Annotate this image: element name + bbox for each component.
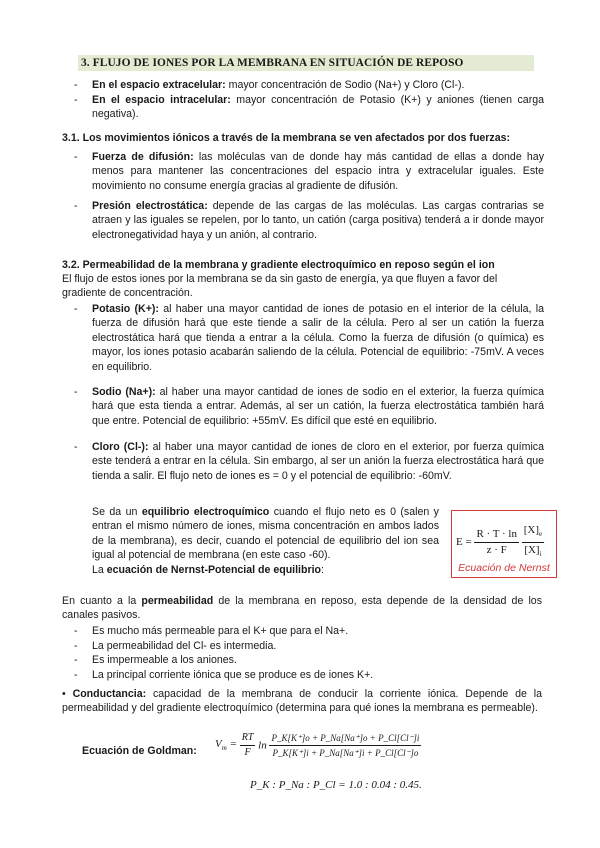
nernst-numerator: R · T · ln: [474, 527, 519, 542]
permeability-ratio: P_K : P_Na : P_Cl = 1.0 : 0.04 : 0.45.: [250, 779, 422, 791]
list-item: - Es mucho más permeable para el K+ que para el Na+.: [74, 625, 349, 637]
list-item: - En el espacio intracelular: mayor concentración de Potasio (K+) y aniones (tienen carga negativa).: [74, 94, 545, 121]
paragraph: En cuanto a la permeabilidad de la membrana en reposo, esta depende de la densidad de los canales pasivos.: [62, 595, 542, 622]
nernst-equation-box: [451, 510, 557, 578]
list-item: - Sodio (Na+): al haber una mayor cantidad de iones de sodio en el exterior, la fuerza química hará que esta tienda a entrar. Además, al ser un catión, la fuerza electrostática también hará que entre. Potencial de equilibrio: +55mV. Es difícil que esté en equilibrio.: [74, 386, 544, 427]
nernst-denominator: z · F: [486, 543, 507, 556]
nernst-lhs: E =: [456, 535, 472, 548]
subsection-heading: 3.1. Los movimientos iónicos a través de la membrana se ven afectados por dos fuerzas:: [62, 132, 511, 144]
paragraph: • Conductancia: capacidad de la membrana de conducir la corriente iónica. Depende de la permeabilidad y del gradiente electroquímico (determina para qué iones la membrana es permeable).: [62, 688, 542, 715]
goldman-label: Ecuación de Goldman:: [82, 745, 197, 757]
goldman-numerator: P_K[K⁺]o + P_Na[Na⁺]o + P_Cl[Cl⁻]i: [269, 731, 421, 746]
list-item: - Presión electrostática: depende de las cargas de las moléculas. Las cargas contrarias se atraen y las iguales se repelen, por lo tanto, un catión (carga positiva) tenderá a ir donde mayor electronegatividad haya y un anión, al contrario.: [74, 200, 545, 241]
list-item: - Fuerza de difusión: las moléculas van de donde hay más cantidad de ellas a donde hay menos para mantener las concentraciones del espacio intra y extracelular iguales. Este movimiento no consume energía gracias al gradiente de difusión.: [74, 151, 544, 192]
list-item: - Es impermeable a los aniones.: [74, 654, 237, 666]
paragraph: La ecuación de Nernst-Potencial de equilibrio:: [92, 564, 324, 576]
subsection-heading: 3.2. Permeabilidad de la membrana y gradiente electroquímico en reposo según el ion: [62, 259, 495, 271]
paragraph: El flujo de estos iones por la membrana se da sin gasto de energía, ya que fluyen a favor del gradiente de concentración.: [62, 273, 498, 300]
list-item: - Cloro (Cl-): al haber una mayor cantidad de iones de cloro en el exterior, por fuerza química este tenderá a entrar en la célula. Sin embargo, al ser un anión la fuerza electrostática hará que tienda a salir. El flujo neto de iones es = 0 y el potencial de equilibrio: -60mV.: [74, 441, 544, 482]
goldman-equation: $V_m$ = $\frac{RT}{F}$ ln $\frac{P\_K[K^+]o + P\_Na[Na^+]o + P\_Cl[Cl^-]i}{P\_K[K^+]i + P\_Na[Na^+]i + P\_Cl[Cl^-]o}$: [215, 731, 421, 761]
nernst-caption: Ecuación de Nernst: [458, 561, 550, 574]
section-title: 3. FLUJO DE IONES POR LA MEMBRANA EN SITUACIÓN DE REPOSO: [78, 55, 534, 71]
list-item: - En el espacio extracelular: mayor concentración de Sodio (Na+) y Cloro (Cl-).: [74, 79, 465, 91]
nernst-fraction: [474, 527, 519, 557]
paragraph: Se da un equilibrio electroquímico cuando el flujo neto es 0 (salen y entran el mismo número de iones, misma concentración en ambos lados de la membrana), es decir, cuando el potencial de equilibrio del ion sea igual al potencial de membrana (en este caso -60).: [92, 506, 439, 562]
list-item: - La principal corriente iónica que se produce es de iones K+.: [74, 669, 374, 681]
list-item: - La permeabilidad del Cl- es intermedia.: [74, 640, 277, 652]
goldman-denominator: P_K[K⁺]i + P_Na[Na⁺]i + P_Cl[Cl⁻]o: [272, 748, 419, 759]
nernst-concentration-ratio: $\frac{[X]_e}{[X]_i}$: [523, 524, 543, 558]
list-item: - Potasio (K+): al haber una mayor cantidad de iones de potasio en el interior de la célula, la fuerza de difusión hará que este tiende a salir de la célula. Pero al ser un catión la fuerza electrostática hará que tienda a entrar a la célula. Como la fuerza de difusión (o química) es mayor, los iones potasio acabarán saliendo de la célula. Potencial de equilibrio: -75mV. A veces en equilibrio.: [74, 303, 544, 373]
